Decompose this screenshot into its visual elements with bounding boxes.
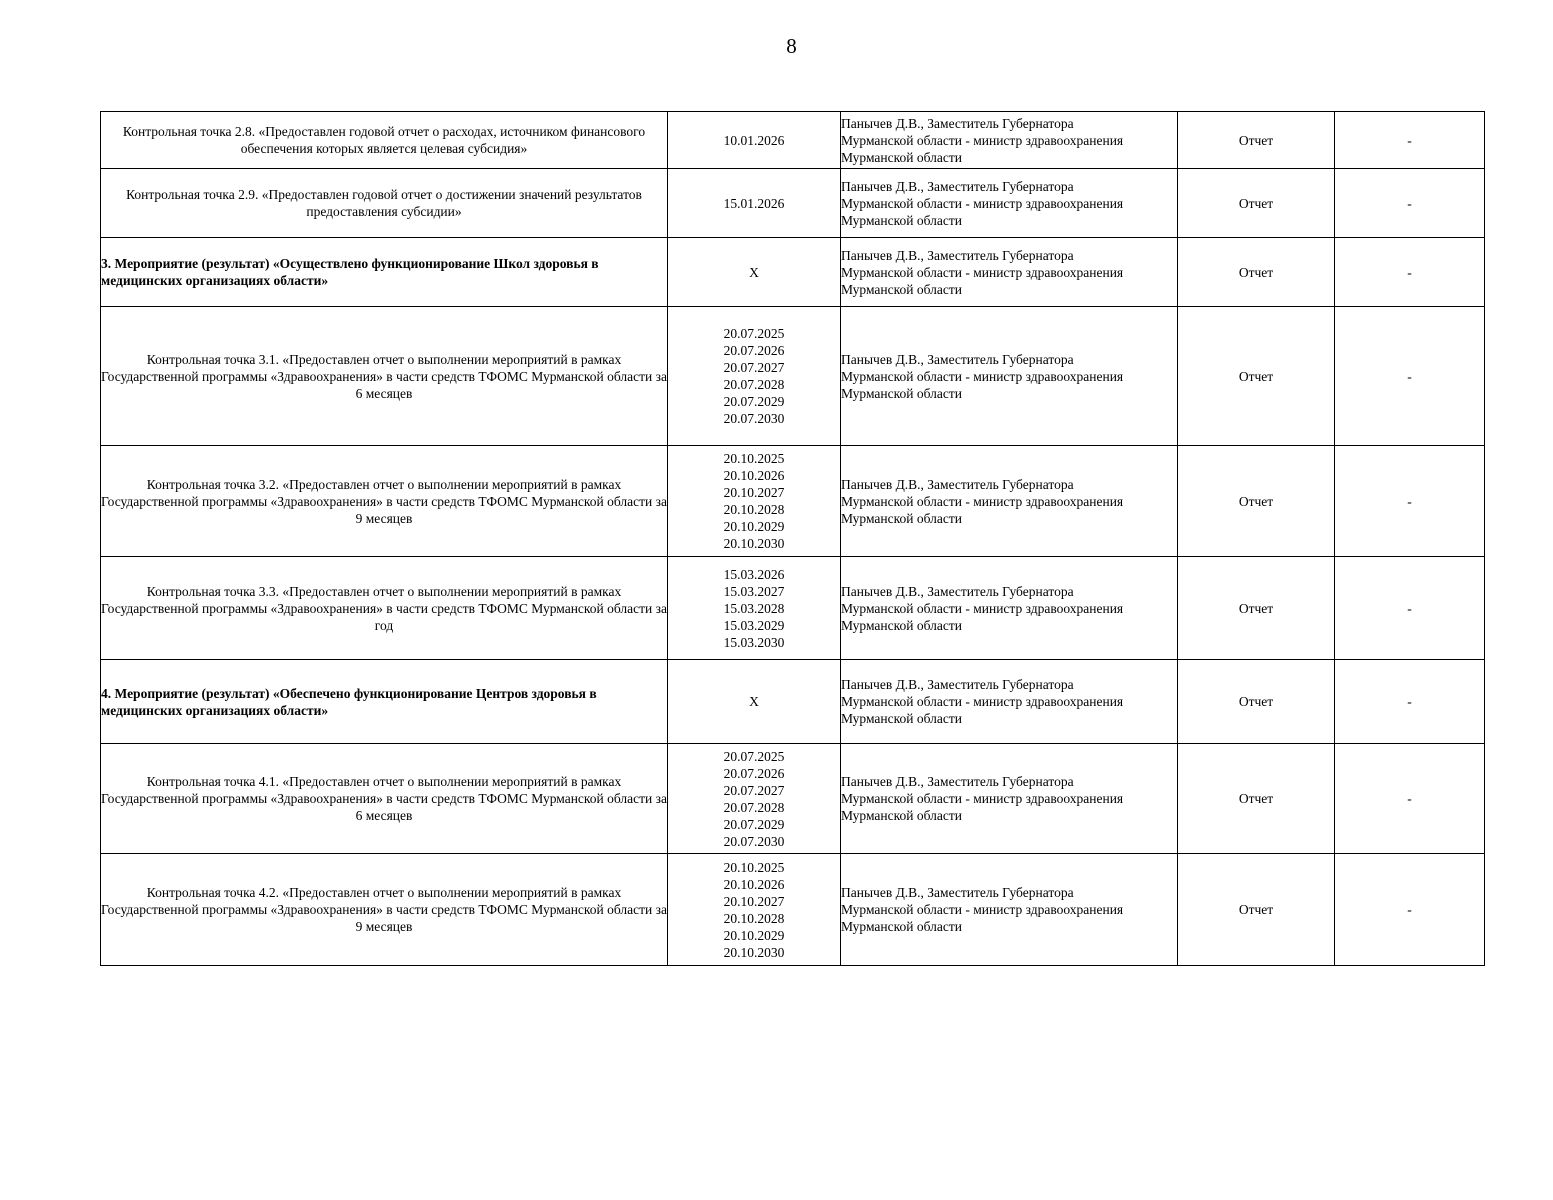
document-type-cell: Отчет	[1178, 744, 1335, 854]
document-type-cell: Отчет	[1178, 112, 1335, 169]
control-point-name-cell	[101, 169, 668, 238]
deadline-date: 15.03.2026	[723, 566, 785, 582]
note-cell: -	[1335, 557, 1485, 660]
deadline-date: 20.07.2025	[723, 748, 785, 764]
deadline-date: 20.07.2030	[723, 833, 785, 849]
note-cell: -	[1335, 238, 1485, 307]
control-point-name: Контрольная точка 2.9. «Предоставлен годовой отчет о достижении значений результатов предоставления субсидии»	[126, 187, 642, 219]
deadline-cell	[668, 744, 841, 854]
control-point-row	[101, 744, 1485, 854]
responsible-cell	[841, 557, 1178, 660]
responsible-cell	[841, 660, 1178, 744]
responsible-person: Панычев Д.В., Заместитель Губернатора Мурманской области - министр здравоохранения Мурманской области	[841, 476, 1124, 526]
deadline-cell	[668, 238, 841, 307]
deadline-date: 20.07.2029	[723, 394, 785, 409]
control-point-name: Контрольная точка 2.8. «Предоставлен годовой отчет о расходах, источником финансового обеспечения которых является целевая субсидия»	[122, 124, 646, 156]
control-point-name: Контрольная точка 4.2. «Предоставлен отчет о выполнении мероприятий в рамках Государственной программы «Здравоохранения» в части средств ТФОМС Мурманской области за 9 месяцев	[101, 885, 667, 934]
deadline-date: 20.10.2030	[723, 536, 785, 551]
responsible-person: Панычев Д.В., Заместитель Губернатора Мурманской области - министр здравоохранения Мурманской области	[841, 351, 1124, 401]
control-point-row	[101, 112, 1485, 169]
deadline-date: 20.07.2025	[723, 326, 785, 341]
deadline-date: 20.07.2026	[723, 343, 785, 358]
deadline-cell	[668, 446, 841, 557]
deadline-date: 20.10.2026	[723, 468, 785, 483]
deadline-date: 20.10.2029	[723, 927, 785, 943]
document-type-cell: Отчет	[1178, 557, 1335, 660]
deadline-date: 10.01.2026	[723, 132, 785, 148]
deadline-cell	[668, 854, 841, 966]
deadline-date: 15.03.2028	[723, 600, 785, 616]
responsible-cell	[841, 307, 1178, 446]
responsible-cell	[841, 112, 1178, 169]
control-point-row	[101, 307, 1485, 446]
deadline-date: 20.07.2030	[723, 411, 785, 426]
document-type-cell: Отчет	[1178, 307, 1335, 446]
deadline-date: 20.10.2025	[723, 859, 785, 875]
responsible-cell	[841, 446, 1178, 557]
responsible-cell	[841, 238, 1178, 307]
deadline-date: 20.07.2027	[723, 782, 785, 798]
control-point-name-cell	[101, 307, 668, 446]
responsible-person: Панычев Д.В., Заместитель Губернатора Мурманской области - министр здравоохранения Мурманской области	[841, 583, 1124, 633]
document-type-cell: Отчет	[1178, 854, 1335, 966]
deadline-date: Х	[749, 264, 759, 280]
document-type-cell: Отчет	[1178, 169, 1335, 238]
note-cell: -	[1335, 307, 1485, 446]
responsible-person: Панычев Д.В., Заместитель Губернатора Мурманской области - министр здравоохранения Мурманской области	[841, 247, 1124, 297]
control-point-name: Контрольная точка 3.2. «Предоставлен отчет о выполнении мероприятий в рамках Государственной программы «Здравоохранения» в части средств ТФОМС Мурманской области за 9 месяцев	[101, 476, 667, 526]
control-point-row	[101, 446, 1485, 557]
deadline-date: 20.07.2026	[723, 765, 785, 781]
control-point-name-cell	[101, 112, 668, 169]
note-cell: -	[1335, 446, 1485, 557]
event-name-cell	[101, 660, 668, 744]
deadline-cell	[668, 660, 841, 744]
deadline-date: 20.10.2025	[723, 451, 785, 466]
deadline-date: 20.07.2028	[723, 377, 785, 392]
responsible-person: Панычев Д.В., Заместитель Губернатора Мурманской области - министр здравоохранения Мурманской области	[841, 774, 1124, 823]
deadline-date: 20.10.2028	[723, 910, 785, 926]
deadline-cell	[668, 169, 841, 238]
control-point-row	[101, 557, 1485, 660]
responsible-cell	[841, 169, 1178, 238]
document-type-cell: Отчет	[1178, 446, 1335, 557]
event-row	[101, 660, 1485, 744]
deadline-date: 20.10.2026	[723, 876, 785, 892]
document-type-cell: Отчет	[1178, 238, 1335, 307]
deadline-date: 20.07.2027	[723, 360, 785, 375]
deadline-date: 15.01.2026	[723, 195, 785, 211]
table-body	[101, 112, 1485, 966]
deadline-date: 20.10.2030	[723, 944, 785, 960]
control-point-name: Контрольная точка 4.1. «Предоставлен отчет о выполнении мероприятий в рамках Государственной программы «Здравоохранения» в части средств ТФОМС Мурманской области за 6 месяцев	[101, 774, 667, 823]
deadline-date: 15.03.2027	[723, 583, 785, 599]
note-cell: -	[1335, 744, 1485, 854]
event-row	[101, 238, 1485, 307]
control-point-name-cell	[101, 557, 668, 660]
page-number: 8	[786, 34, 797, 58]
document-type-cell: Отчет	[1178, 660, 1335, 744]
responsible-person: Панычев Д.В., Заместитель Губернатора Мурманской области - министр здравоохранения Мурманской области	[841, 677, 1124, 726]
deadline-cell	[668, 557, 841, 660]
deadline-date: 15.03.2030	[723, 634, 785, 650]
control-point-name: Контрольная точка 3.1. «Предоставлен отчет о выполнении мероприятий в рамках Государственной программы «Здравоохранения» в части средств ТФОМС Мурманской области за 6 месяцев	[101, 351, 667, 401]
control-point-name-cell	[101, 854, 668, 966]
event-name: 3. Мероприятие (результат) «Осуществлено функционирование Школ здоровья в медицинских организациях области»	[101, 256, 599, 288]
responsible-cell	[841, 854, 1178, 966]
control-points-table	[100, 111, 1485, 966]
deadline-date: 20.07.2028	[723, 799, 785, 815]
deadline-date: 20.10.2028	[723, 502, 785, 517]
control-point-name-cell	[101, 744, 668, 854]
responsible-person: Панычев Д.В., Заместитель Губернатора Мурманской области - министр здравоохранения Мурманской области	[841, 178, 1124, 228]
deadline-cell	[668, 307, 841, 446]
note-cell: -	[1335, 169, 1485, 238]
note-cell: -	[1335, 660, 1485, 744]
control-point-row	[101, 854, 1485, 966]
deadline-date: 15.03.2029	[723, 617, 785, 633]
deadline-date: Х	[749, 694, 759, 709]
responsible-person: Панычев Д.В., Заместитель Губернатора Мурманской области - министр здравоохранения Мурманской области	[841, 885, 1124, 934]
event-name: 4. Мероприятие (результат) «Обеспечено функционирование Центров здоровья в медицинских организациях области»	[101, 685, 597, 718]
responsible-person: Панычев Д.В., Заместитель Губернатора Мурманской области - министр здравоохранения Мурманской области	[841, 115, 1124, 165]
deadline-cell	[668, 112, 841, 169]
deadline-date: 20.10.2027	[723, 485, 785, 500]
responsible-cell	[841, 744, 1178, 854]
note-cell: -	[1335, 854, 1485, 966]
event-name-cell	[101, 238, 668, 307]
note-cell: -	[1335, 112, 1485, 169]
control-point-name: Контрольная точка 3.3. «Предоставлен отчет о выполнении мероприятий в рамках Государственной программы «Здравоохранения» в части средств ТФОМС Мурманской области за год	[101, 583, 667, 633]
deadline-date: 20.10.2027	[723, 893, 785, 909]
deadline-date: 20.07.2029	[723, 816, 785, 832]
control-point-row	[101, 169, 1485, 238]
control-point-name-cell	[101, 446, 668, 557]
deadline-date: 20.10.2029	[723, 519, 785, 534]
